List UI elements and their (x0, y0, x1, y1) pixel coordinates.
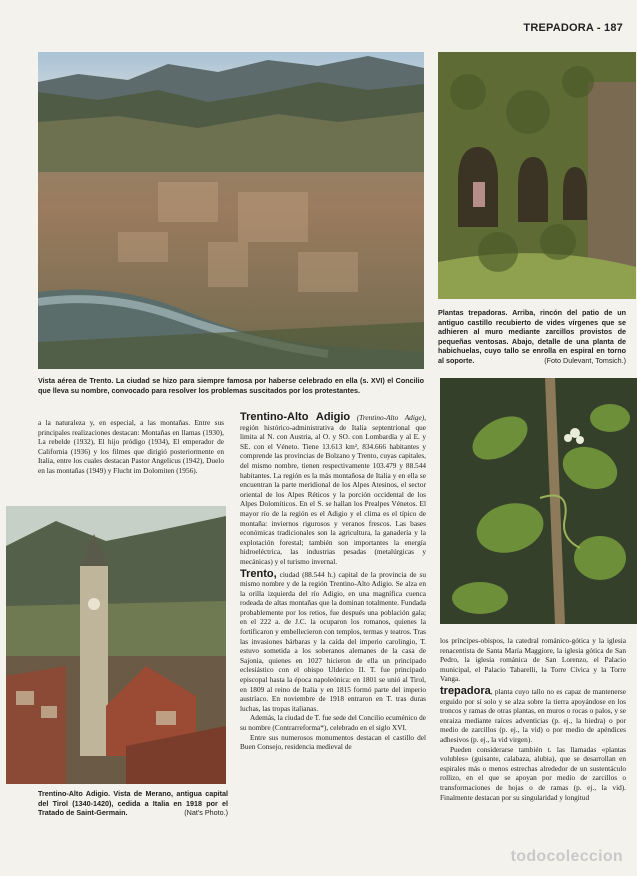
merano-caption-text: Trentino-Alto Adigio. Vista de Merano, antigua capital del Tirol (1340-1420), cedida a Italia en 1918 por el Tratado de Saint-Germain. (38, 789, 228, 818)
trentino-alt-title: (Trentino-Alto Adige) (356, 413, 425, 422)
watermark: todocoleccion (510, 848, 623, 865)
trentino-title: Trentino-Alto Adigio (240, 411, 351, 423)
merano-photo (6, 506, 226, 784)
trento-text-3: Entre sus numerosos monumentos destacan el castillo del Buen Consejo, residencia medieval de (240, 732, 426, 752)
trento-caption-text: Vista aérea de Trento. La ciudad se hizo para siempre famosa por haberse celebrado en ella (s. XVI) el Concilio que lleva su nombre, convocado para resolver los problemas suscitados por los protestantes. (38, 376, 424, 395)
trepadora-text: , planta cuyo tallo no es capaz de mantenerse erguido por sí solo y se alza sobre la tierra apoyándose en los troncos y ramas de otras plantas, en muros o rocas o palos, y se enraiza mediante raíces adventicias (p. ej., la hiedra) o por medio de zarcillos (p. ej., la vid) o por medio de apéndices adhesivos (p. ej., la vid virgen). (440, 686, 626, 744)
trentino-text: , región histórico-administrativa de Italia septentrional que limita al N. con Austria, al O. y SO. con Lombardía y al E. y SE. con el Véneto. Tiene 13.613 km², 834.666 habitantes y comprende las provincias de Bolzano y Trento, cuyas capitales, del mismo nombre, tienen respectivamente 103.479 y 88.544 habitantes. La región es la más montañosa de Italia y en ella se encuentran la parte meridional de los Alpes Atesinos, el sector oriental de los Alpes Réticos y la porción occidental de los Alpes Dolomíticos. En el S. se hallan los Prealpes Vénetos. El mayor río de la región es el Adigio y el clima es el típico de montaña: inviernos rigurosos y veranos frescos. Las bases económicas tradicionales son la agricultura, la ganadería y la explotación forestal; también son importantes la energía hidroeléctrica, las industrias pesadas (metalúrgicas y mecánicas) y el turismo invernal. (240, 413, 427, 566)
ivy-castle-image (438, 52, 636, 299)
plants-caption (438, 308, 626, 366)
trento-aerial-image (38, 52, 424, 369)
trento-caption (38, 376, 424, 395)
trepadora-text-2: Pueden considerarse también t. las llamadas «plantas volubles» (guisante, calabaza, alubia), que se desarrollan en espirales más o menos estrechas alrededor de un sustentáculo rollizo, en el que se apoyan por medio de zarcillos o transformaciones de hojas o de ramas (p. ej., la vid). Finalmente destacan por su singularidad y longitud (440, 744, 626, 802)
trento-text: ciudad (88.544 h.) capital de la provincia de su mismo nombre y de la región Trentino-Alto Adigio. Se alza en la orilla izquierda del río Adigio, en una magnífica cuenca rodeada de altas montañas que la dominan totalmente. Fundada probablemente por los retios, fue después una población gala; en el 222 a. de J.C. la ocuparon los romanos, quienes la fortificaron y embellecieron con templos, termas y teatros. Tras las invasiones bárbaras y la caída del imperio carolingio, T. estuvo sometida a los soberanos alemanes de la casa de Sajonia, quienes en 1027 hicieron de ella un principado eclesiástico con el obispo Ulderico II. T. fue principado episcopal hasta la época napoleónica: en 1801 se unió al Tirol, en 1809 al reino de Italia y en 1815 formó parte del imperio austríaco. En noviembre de 1918 entraron en T. tras duras luchas, las tropas italianas. (240, 569, 426, 713)
column-2 (240, 413, 426, 752)
trento-title: Trento, (240, 567, 277, 580)
trepadora-title: trepadora (440, 684, 491, 697)
trento-text-2: Además, la ciudad de T. fue sede del Concilio ecuménico de su nombre (Contrarreforma*), celebrado en el siglo XVI. (240, 713, 427, 732)
trentino-entry (240, 413, 426, 567)
column-3 (440, 636, 626, 802)
ivy-castle-photo (438, 52, 636, 299)
bean-plant-photo (440, 378, 637, 624)
column-3-text: los príncipes-obispos, la catedral románico-gótica y la iglesia renacentista de Santa María Maggiore, la iglesia gótica de San Pedro, la iglesia románica de San Lorenzo, el Palacio municipal, el Palacio Tabarelli, la Torre Cívica y la Torre Vanga. (440, 636, 626, 684)
bean-plant-image (440, 378, 637, 624)
trento-aerial-photo (38, 52, 424, 369)
merano-image (6, 506, 226, 784)
trento-entry (240, 567, 426, 714)
trepadora-entry (440, 684, 626, 745)
column-1-text: a la naturaleza y, en especial, a las montañas. Entre sus principales realizaciones destacan: Montañas en llamas (1930), La rebelde (1932), El hijo pródigo (1934), El emperador de California (1936) y los filmes que dirigió posteriormente en Italia, entre los cuales destacan Pastor Angelicus (1942), Duelo en las montañas (1949) y Flucht im Dolomiten (1956). (38, 418, 224, 475)
merano-caption (38, 789, 228, 818)
plants-photo-credit: (Foto Dulevant, Tomsich.) (544, 355, 626, 365)
merano-photo-credit: (Nat's Photo.) (184, 808, 228, 818)
plants-caption-text: Plantas trepadoras. Arriba, rincón del patio de un antiguo castillo recubierto de vides vírgenes que se adhieren al muro mediante zarcillos provistos de pequeñas ventosas. Abajo, detalle de una planta de habichuelas, cuyo tallo se enrolla en espiral en torno al soporte. (438, 308, 626, 365)
running-header: TREPADORA - 187 (523, 22, 623, 34)
